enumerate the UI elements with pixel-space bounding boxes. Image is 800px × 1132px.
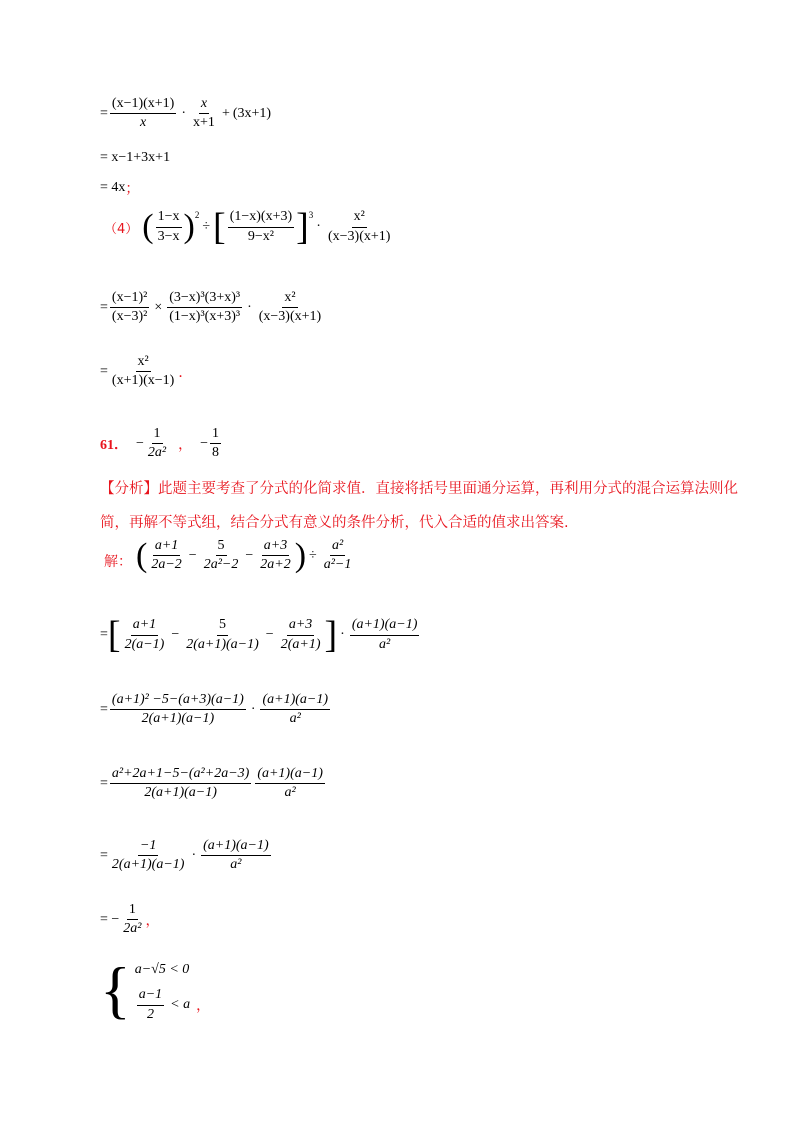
numerator: (1−x)(x+3) xyxy=(228,209,294,227)
operator: · xyxy=(191,847,197,863)
denominator: 2(a+1)(a−1) xyxy=(141,711,215,727)
equation-line xyxy=(100,616,421,654)
operator: + xyxy=(221,105,230,121)
fraction xyxy=(191,96,217,131)
numerator: a+3 xyxy=(287,617,314,635)
fraction xyxy=(322,538,354,573)
fraction xyxy=(202,538,241,573)
denominator: 2(a+1) xyxy=(280,636,321,652)
numerator: (x−1)(x+1) xyxy=(110,96,176,114)
fraction xyxy=(210,426,221,461)
fraction xyxy=(121,902,143,937)
denominator: (x−3)(x+1) xyxy=(258,309,322,325)
brace: { xyxy=(100,954,131,1025)
numerator: 1 xyxy=(210,426,221,444)
fraction xyxy=(110,354,176,389)
paren: ) xyxy=(183,208,195,245)
numerator: (a+1)² −5−(a+3)(a−1) xyxy=(110,692,246,710)
inequality-system xyxy=(100,955,210,1025)
equals-sign: = xyxy=(100,105,108,121)
bracket: ] xyxy=(324,614,338,656)
operator: − xyxy=(265,627,274,642)
punctuation: ， xyxy=(196,998,211,1014)
equation-line xyxy=(100,766,327,801)
fraction xyxy=(149,538,183,573)
denominator: x+1 xyxy=(193,115,215,131)
fraction xyxy=(123,617,167,652)
operator: · xyxy=(340,627,345,642)
numerator: 1 xyxy=(152,426,163,444)
operator: − xyxy=(245,547,254,563)
question-number: 61． xyxy=(100,437,128,453)
numerator: (a+1)(a−1) xyxy=(255,766,325,784)
numerator: 5 xyxy=(216,538,227,556)
denominator: a² xyxy=(378,636,391,652)
fraction xyxy=(167,290,242,325)
fraction xyxy=(146,426,168,461)
analysis-paragraph xyxy=(100,472,740,540)
bracket: [ xyxy=(107,614,121,656)
equation-line xyxy=(100,354,192,389)
answer-61 xyxy=(100,426,223,461)
fraction xyxy=(326,209,392,244)
solution-line xyxy=(104,538,355,573)
system-row xyxy=(135,955,210,985)
numerator: a−1 xyxy=(137,987,164,1005)
expression: = 4x xyxy=(100,180,126,195)
fraction xyxy=(258,538,292,573)
denominator: 3−x xyxy=(157,228,180,244)
fraction xyxy=(257,290,323,325)
denominator: 2(a−1) xyxy=(124,636,165,652)
denominator: 2 xyxy=(146,1006,154,1022)
bracket: [ xyxy=(213,206,226,248)
numerator: a+1 xyxy=(131,617,158,635)
denominator: 2a²−2 xyxy=(203,557,239,573)
denominator: 2a² xyxy=(123,921,142,937)
fraction xyxy=(228,209,294,244)
paren: ( xyxy=(142,208,154,245)
analysis-text: 此题主要考查了分式的化简求值．直接将括号里面通分运算，再利用分式的混合运算法则化简，再解不等式组，结合分式有意义的条件分析，代入合适的值求出答案. xyxy=(100,481,738,531)
numerator: (a+1)(a−1) xyxy=(350,617,420,635)
punctuation: ， xyxy=(145,912,160,929)
fraction xyxy=(279,617,323,652)
fraction xyxy=(137,987,164,1022)
denominator: (x−3)(x+1) xyxy=(327,228,391,244)
denominator: 2(a+1)(a−1) xyxy=(186,636,259,652)
system-row xyxy=(135,985,210,1025)
numerator: −1 xyxy=(138,838,158,856)
separator: ， xyxy=(178,436,193,453)
equals-sign: = xyxy=(100,775,108,791)
numerator: x² xyxy=(136,354,151,372)
denominator: a² xyxy=(289,711,301,727)
operator: − xyxy=(171,627,180,642)
fraction xyxy=(350,617,420,652)
denominator: 2a+2 xyxy=(260,557,291,573)
inequality: a−√5 < 0 xyxy=(134,962,190,977)
denominator: 2a² xyxy=(147,445,167,461)
numerator: 5 xyxy=(217,617,228,635)
operator: · xyxy=(316,219,321,234)
minus-sign: − xyxy=(136,435,144,451)
denominator: 2(a+1)(a−1) xyxy=(144,785,217,801)
denominator: 8 xyxy=(212,445,220,461)
paren: ) xyxy=(294,536,307,574)
numerator: x xyxy=(199,96,209,114)
equation-line xyxy=(100,692,332,727)
numerator: a²+2a+1−5−(a²+2a−3) xyxy=(110,766,251,784)
operator: · xyxy=(247,299,252,315)
equation-line xyxy=(100,290,325,325)
bracket: ] xyxy=(296,206,309,248)
operator: ÷ xyxy=(202,219,211,234)
equals-sign: = xyxy=(100,847,108,863)
equals-sign: = xyxy=(100,299,108,315)
equals-sign: = xyxy=(100,627,108,642)
denominator: 2(a+1)(a−1) xyxy=(111,857,185,873)
fraction xyxy=(156,209,182,244)
fraction xyxy=(110,838,187,873)
operator: × xyxy=(154,299,163,315)
expression: = − xyxy=(100,911,120,927)
equation-line xyxy=(100,838,273,873)
operator: · xyxy=(250,701,256,717)
equation-line xyxy=(100,178,139,198)
equation-line xyxy=(100,902,160,937)
equals-sign: = xyxy=(100,363,108,379)
fraction xyxy=(201,838,271,873)
numerator: (3−x)³(3+x)³ xyxy=(167,290,242,308)
analysis-tag: 【分析】 xyxy=(100,481,158,497)
numerator: 1−x xyxy=(156,209,182,227)
solution-label: 解： xyxy=(104,554,132,571)
denominator: 2a−2 xyxy=(151,557,182,573)
numerator: x² xyxy=(282,290,297,308)
numerator: x² xyxy=(352,209,367,227)
punctuation: ； xyxy=(125,181,140,197)
part-label: （4） xyxy=(104,221,139,237)
expression: (3x+1) xyxy=(232,105,272,121)
fraction xyxy=(110,692,246,727)
operator: · xyxy=(181,105,187,121)
exponent: 3 xyxy=(308,210,314,220)
fraction xyxy=(110,766,251,801)
denominator: x xyxy=(140,115,147,131)
denominator: (x−3)² xyxy=(111,309,148,325)
numerator: (x−1)² xyxy=(110,290,149,308)
denominator: a² xyxy=(284,785,296,801)
operator: ÷ xyxy=(309,547,317,563)
denominator: a² xyxy=(230,857,242,873)
numerator: a² xyxy=(330,538,345,556)
minus-sign: − xyxy=(200,435,209,451)
numerator: a+1 xyxy=(153,538,180,556)
denominator: a²−1 xyxy=(323,557,352,573)
paren: ( xyxy=(136,536,148,574)
fraction xyxy=(255,766,325,801)
inequality: < a xyxy=(170,997,191,1012)
denominator: (1−x)³(x+3)³ xyxy=(169,309,241,325)
equation-line xyxy=(100,96,271,131)
numerator: (a+1)(a−1) xyxy=(260,692,330,710)
fraction xyxy=(110,290,149,325)
denominator: (x+1)(x−1) xyxy=(111,373,175,389)
fraction xyxy=(260,692,330,727)
numerator: a+3 xyxy=(262,538,289,556)
punctuation: ． xyxy=(178,364,193,381)
operator: − xyxy=(188,547,197,563)
numerator: 1 xyxy=(127,902,138,920)
expression: = x−1+3x+1 xyxy=(100,150,171,165)
problem-part-4 xyxy=(104,208,394,246)
numerator: (a+1)(a−1) xyxy=(201,838,271,856)
fraction xyxy=(110,96,176,131)
system-rows xyxy=(135,955,210,1025)
denominator: 9−x² xyxy=(247,228,274,244)
equation-line xyxy=(100,150,170,166)
exponent: 2 xyxy=(194,210,200,220)
fraction xyxy=(184,617,261,652)
equals-sign: = xyxy=(100,701,108,717)
